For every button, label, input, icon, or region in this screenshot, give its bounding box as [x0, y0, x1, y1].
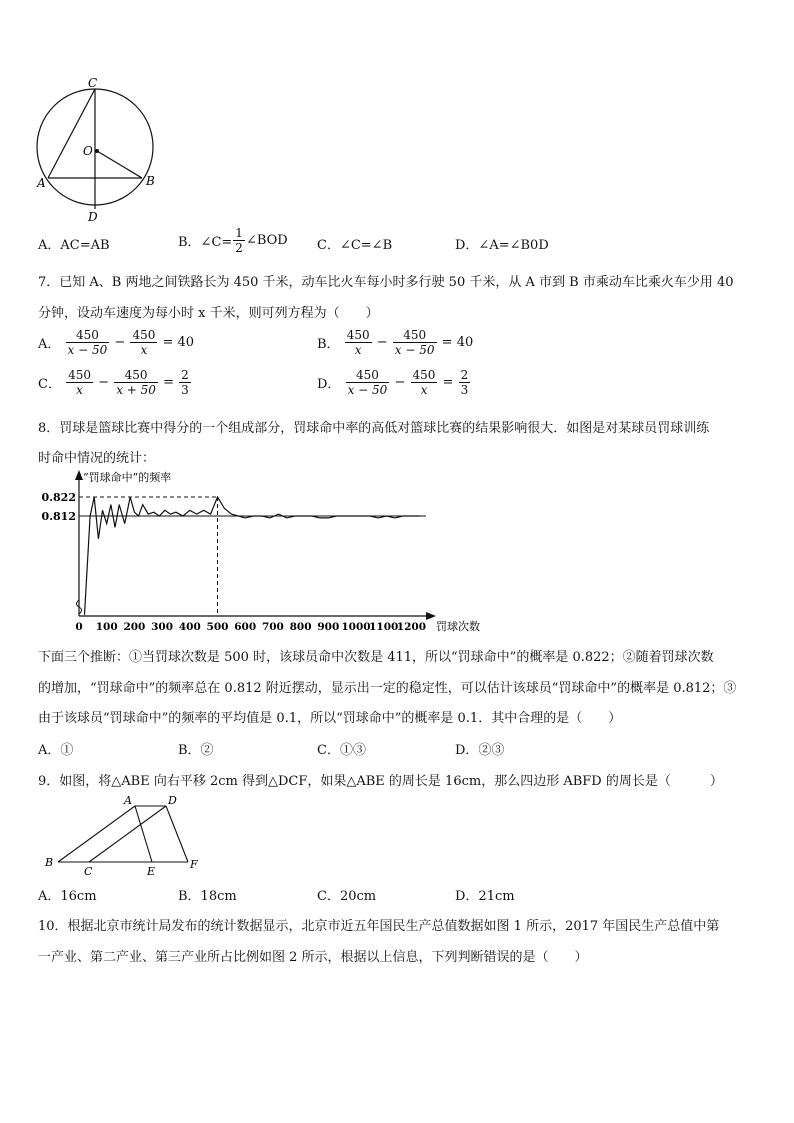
q8-line5: 由于该球员“罚球命中”的频率的平均值是 0.1，所以“罚球命中”的概率是 0.1．其中合理的是（ ）	[38, 711, 622, 726]
option-label: B．	[317, 337, 340, 352]
option-label: D．	[317, 377, 341, 392]
option-label: A．	[38, 337, 61, 352]
frac-den: x	[76, 383, 83, 397]
x-tick-label-0: 0	[75, 621, 83, 633]
q6-option-b[interactable]	[178, 226, 288, 255]
fraction-half	[233, 226, 245, 255]
y-tick-label-1: 0.812	[41, 510, 76, 523]
segment-ab	[58, 806, 135, 862]
segment-ob	[97, 151, 142, 178]
option-label: C．	[38, 377, 61, 392]
q7-option-c[interactable]	[38, 368, 192, 397]
frac-den: x − 50	[347, 383, 388, 397]
operator: −	[114, 335, 126, 350]
label-a: A	[37, 176, 46, 190]
segment-ae	[135, 806, 152, 862]
label-o: O	[83, 144, 93, 158]
rhs: = 40	[162, 335, 195, 350]
segment-df	[166, 806, 188, 862]
q7-line1: 7．已知 A、B 两地之间铁路长为 450 千米，动车比火车每小时多行驶 50 千米，从 A 市到 B 市乘动车比乘火车少用 40	[38, 275, 734, 290]
x-tick-label-2: 200	[123, 621, 146, 633]
label-d: D	[88, 210, 98, 224]
y-axis-arrow	[75, 470, 83, 480]
label-b: B	[146, 174, 155, 188]
frac-num: 2	[181, 368, 189, 382]
label-a: A	[124, 794, 132, 807]
q7-line2: 分钟，设动车速度为每小时 x 千米，则可列方程为（ ）	[38, 306, 379, 321]
x-tick-label-3: 300	[151, 621, 174, 633]
label-b: B	[45, 856, 54, 869]
x-tick-label-5: 500	[206, 621, 229, 633]
frac-den: 2	[235, 241, 243, 255]
frac-num: 450	[132, 328, 156, 342]
frac-den: x	[354, 343, 362, 357]
equals: =	[442, 375, 454, 390]
label-f: F	[190, 858, 198, 871]
operator: −	[98, 375, 110, 390]
q8-option-d[interactable]: D．②③	[455, 743, 505, 758]
x-tick-label-1: 100	[95, 621, 118, 633]
label-d: D	[168, 794, 177, 807]
q9-option-c[interactable]: C．20cm	[317, 889, 377, 904]
q8-option-c[interactable]: C．①③	[317, 743, 366, 758]
frac-num: 450	[346, 368, 390, 383]
x-tick-label-11: 1100	[369, 621, 399, 633]
center-dot	[95, 149, 99, 153]
q9-line1: 9．如图，将△ABE 向右平移 2cm 得到△DCF，如果△ABE 的周长是 16cm，那么四边形 ABFD 的周长是（ ）	[38, 774, 723, 789]
frequency-line-chart	[36, 468, 496, 636]
q6-option-c[interactable]: C．∠C=∠B	[317, 238, 393, 253]
q9-option-a[interactable]: A．16cm	[38, 889, 97, 904]
q6-option-b-suffix: ∠BOD	[245, 233, 288, 248]
x-tick-label-10: 1000	[341, 621, 371, 633]
y-tick-label-0: 0.822	[41, 491, 76, 504]
frac-den: x − 50	[394, 343, 435, 357]
q6-option-a[interactable]: A．AC=AB	[38, 238, 110, 253]
q7-option-b[interactable]	[317, 328, 473, 357]
q7-option-d[interactable]	[317, 368, 471, 397]
q8-line4: 的增加，“罚球命中”的频率总在 0.812 附近摆动，显示出一定的稳定性，可以估计该球员“罚球命中”的概率是 0.812；③	[38, 681, 737, 696]
label-c: C	[88, 76, 98, 90]
q8-option-a[interactable]: A．①	[38, 743, 74, 758]
translation-figure	[40, 792, 210, 880]
frac-den: x − 50	[67, 343, 108, 357]
frac-den: 3	[181, 383, 189, 397]
q9-option-d[interactable]: D．21cm	[455, 889, 515, 904]
frac-num: 1	[235, 226, 243, 240]
q8-line1: 8．罚球是篮球比赛中得分的一个组成部分，罚球命中率的高低对篮球比赛的结果影响很大．如图是对某球员罚球训练	[38, 421, 710, 436]
q9-option-b[interactable]: B．18cm	[178, 889, 237, 904]
frac-den: x	[140, 343, 148, 357]
x-axis-title: 罚球次数	[436, 620, 480, 633]
x-tick-label-8: 800	[289, 621, 312, 633]
q10-line2: 一产业、第二产业、第三产业所占比例如图 2 所示，根据以上信息，下列判断错误的是（ ）	[38, 950, 588, 965]
label-c: C	[84, 865, 93, 878]
x-axis-arrow	[426, 612, 436, 620]
x-tick-label-4: 400	[178, 621, 201, 633]
x-tick-label-7: 700	[261, 621, 284, 633]
segment-ac	[48, 89, 95, 178]
frac-den: x + 50	[116, 383, 156, 397]
frac-num: 450	[393, 328, 437, 343]
q6-option-d[interactable]: D．∠A=∠B0D	[455, 238, 549, 253]
label-e: E	[147, 865, 156, 878]
q7-option-a[interactable]	[38, 328, 194, 357]
q10-line1: 10．根据北京市统计局发布的统计数据显示，北京市近五年国民生产总值数据如图 1 所示，2017 年国民生产总值中第	[38, 919, 720, 934]
frac-den: x	[420, 383, 428, 397]
frac-num: 450	[346, 328, 370, 342]
x-tick-label-6: 600	[234, 621, 257, 633]
equals: =	[163, 375, 174, 390]
x-tick-label-9: 900	[317, 621, 340, 633]
q8-line3: 下面三个推断：①当罚球次数是 500 时，该球员命中次数是 411，所以“罚球命中”的概率是 0.822；②随着罚球次数	[38, 650, 714, 665]
frac-num: 450	[114, 368, 158, 383]
frac-num: 450	[412, 368, 436, 382]
frac-num: 2	[460, 368, 469, 382]
frac-num: 450	[68, 368, 91, 382]
frac-num: 450	[66, 328, 110, 343]
q8-line2: 时命中情况的统计：	[38, 451, 156, 466]
operator: −	[394, 375, 406, 390]
frac-den: 3	[460, 383, 469, 397]
circle-figure	[30, 75, 170, 225]
q6-option-b-prefix: B．∠C=	[178, 235, 233, 250]
segment-dc	[89, 806, 166, 862]
y-axis-title: “罚球命中”的频率	[83, 471, 172, 484]
x-tick-label-12: 1200	[396, 621, 427, 633]
operator: −	[376, 335, 388, 350]
rhs: = 40	[441, 335, 474, 350]
series-line-0	[85, 497, 420, 615]
q8-option-b[interactable]: B．②	[178, 743, 214, 758]
